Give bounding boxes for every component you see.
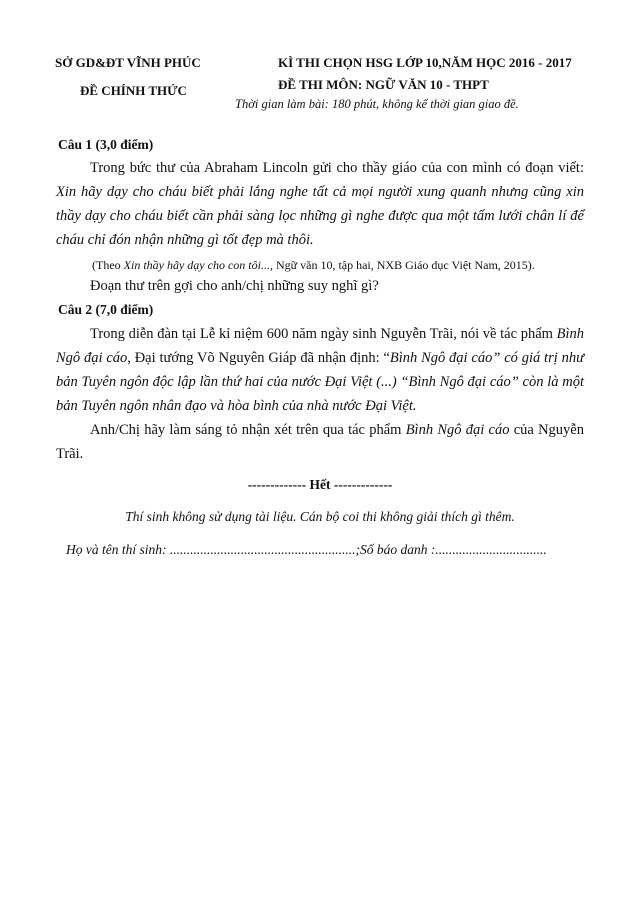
giap-quote: Bình Ngô đại cáo” có giá trị như bản Tuyên ngôn độc lập lần thứ hai của nước Đại Việt (...) “Bình Ngô đại cáo” còn là một bản Tuyên ngôn nhân đạo và hòa bình của nhà nước Đại Việt. xyxy=(56,350,584,414)
source-suffix: , Ngữ văn 10, tập hai, NXB Giáo dục Việt Nam, 2015). xyxy=(269,258,535,272)
exam-title: KÌ THI CHỌN HSG LỚP 10,NĂM HỌC 2016 - 2017 xyxy=(278,55,572,70)
question-1-title: Câu 1 (3,0 điểm) xyxy=(58,137,154,152)
source-prefix: (Theo xyxy=(92,258,124,272)
exam-note: Thí sinh không sử dụng tài liệu. Cán bộ coi thi không giải thích gì thêm. xyxy=(125,509,515,524)
source-title: Xin thầy hãy dạy cho con tôi... xyxy=(123,258,270,272)
lincoln-quote: Xin hãy dạy cho cháu biết phải lắng nghe tất cả mọi người xung quanh nhưng cũng xin thầy dạy cho cháu biết cần phải sàng lọc những gì nghe được qua một tấm lưới chân lí để cháu chỉ đón nhận những gì tốt đẹp mà thôi. xyxy=(56,184,584,248)
q2-attribution: , Đại tướng Võ Nguyên Giáp đã nhận định: “ xyxy=(127,350,390,366)
q2-task-work: Bình Ngô đại cáo xyxy=(405,422,510,438)
question-1-prompt-block xyxy=(56,274,584,298)
q2-task: Anh/Chị hãy làm sáng tỏ nhận xét trên qua tác phẩm xyxy=(90,422,406,438)
question-1-intro: Trong bức thư của Abraham Lincoln gửi cho thầy giáo của con mình có đoạn viết: xyxy=(90,160,584,176)
end-mark: ------------- Hết ------------- xyxy=(247,477,393,492)
exam-time-note: Thời gian làm bài: 180 phút, không kể thời gian giao đề. xyxy=(235,97,519,111)
question-1-prompt: Đoạn thư trên gợi cho anh/chị những suy nghĩ gì? xyxy=(90,278,379,294)
question-2-paragraph-1 xyxy=(56,322,584,418)
question-2-text xyxy=(56,322,584,466)
q2-task-end: của Nguyễn Trãi. xyxy=(56,422,584,462)
question-2-paragraph-2 xyxy=(56,418,584,466)
q2-work-title: Bình Ngô đại cáo xyxy=(56,326,584,366)
exam-subject: ĐỀ THI MÔN: NGỮ VĂN 10 - THPT xyxy=(278,77,489,92)
candidate-info-line: Họ và tên thí sinh: .......................................................;Số báo danh :................................. xyxy=(66,542,547,557)
department-name: SỞ GD&ĐT VĨNH PHÚC xyxy=(55,55,201,70)
official-label: ĐỀ CHÍNH THỨC xyxy=(80,83,187,98)
question-1-source xyxy=(92,258,535,273)
question-1-paragraph xyxy=(56,156,584,252)
question-1-text xyxy=(56,156,584,252)
q2-intro: Trong diễn đàn tại Lễ kỉ niệm 600 năm ngày sinh Nguyễn Trãi, nói về tác phẩm xyxy=(90,326,557,342)
question-2-title: Câu 2 (7,0 điểm) xyxy=(58,302,154,317)
